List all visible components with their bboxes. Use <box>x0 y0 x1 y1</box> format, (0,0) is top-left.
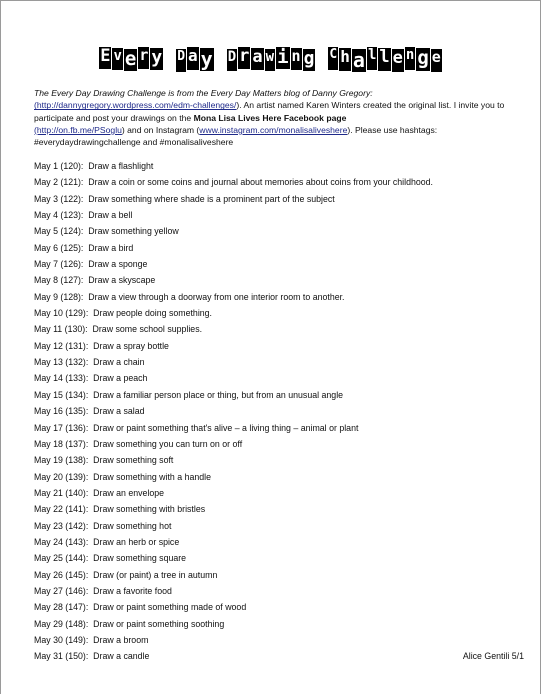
title-letter-tile: C <box>328 47 338 70</box>
item-task: Draw something square <box>93 553 187 564</box>
list-item <box>34 370 524 386</box>
title-letter-tile: D <box>227 49 237 71</box>
item-task: Draw a view through a doorway from one interior room to another. <box>88 291 345 302</box>
list-item <box>34 534 524 550</box>
title-word <box>176 45 215 71</box>
title-letter-tile: l <box>367 47 377 70</box>
item-date: May 20 (139): <box>34 471 89 482</box>
title-letter-tile: l <box>378 48 390 71</box>
item-date: May 19 (138): <box>34 455 89 466</box>
item-date: May 4 (123): <box>34 210 84 221</box>
item-task: Draw something with bristles <box>93 504 206 515</box>
item-task: Draw a coin or some coins and journal about memories about coins from your childhood. <box>88 177 434 188</box>
list-item <box>34 583 524 599</box>
list-item <box>34 599 524 615</box>
list-item <box>34 469 524 485</box>
item-date: May 13 (132): <box>34 357 89 368</box>
item-date: May 24 (143): <box>34 536 89 547</box>
item-date: May 11 (130): <box>34 324 88 335</box>
intro-text-2: ). An artist named Karen Winters created the original list. I invite you to participate and post your drawings on the <box>34 100 505 123</box>
item-task: Draw a spray bottle <box>93 340 169 351</box>
item-task: Draw a salad <box>93 406 145 417</box>
title-letter-tile: i <box>277 46 289 68</box>
item-date: May 28 (147): <box>34 602 89 613</box>
list-item <box>34 403 524 419</box>
instagram-link[interactable]: www.instagram.com/monalisaliveshere <box>199 124 348 135</box>
item-date: May 7 (126): <box>34 259 84 270</box>
list-item <box>34 240 524 256</box>
item-date: May 25 (144): <box>34 553 89 564</box>
title-letter-tile: y <box>200 46 213 71</box>
item-task: Draw something soft <box>93 455 174 466</box>
title-letter-tile: D <box>176 49 186 72</box>
item-date: May 22 (141): <box>34 504 89 515</box>
item-date: May 5 (124): <box>34 226 84 237</box>
list-item <box>34 648 524 664</box>
item-task: Draw a skyscape <box>88 275 156 286</box>
item-task: Draw a bell <box>88 210 133 221</box>
item-date: May 26 (145): <box>34 569 89 580</box>
title-letter-tile: a <box>251 48 263 70</box>
title-letter-tile: E <box>99 47 111 69</box>
title-letter-tile: g <box>417 46 429 69</box>
edm-challenges-link[interactable]: (http://dannygregory.wordpress.com/edm-challenges/ <box>34 100 237 111</box>
item-task: Draw something yellow <box>88 226 179 237</box>
item-date: May 1 (120): <box>34 161 84 171</box>
item-task: Draw or paint something soothing <box>93 618 225 629</box>
facebook-link[interactable]: (http://on.fb.me/PSoglu <box>34 124 122 135</box>
title-letter-tile: r <box>238 47 250 69</box>
list-item <box>34 616 524 632</box>
list-item <box>34 305 524 321</box>
title-letter-tile: n <box>405 47 415 70</box>
item-date: May 2 (121): <box>34 177 84 188</box>
item-date: May 14 (133): <box>34 373 89 384</box>
signature: Alice Gentili 5/1 <box>462 651 524 662</box>
title-word <box>226 48 316 70</box>
item-task: Draw an herb or spice <box>93 536 180 547</box>
title-letter-tile: e <box>124 48 137 70</box>
list-item <box>34 289 524 305</box>
item-date: May 16 (135): <box>34 406 89 417</box>
intro-paragraph <box>34 87 524 148</box>
item-task: Draw a favorite food <box>93 585 172 596</box>
list-item <box>34 420 524 436</box>
item-date: May 31 (150): <box>34 651 89 662</box>
list-item <box>34 550 524 566</box>
item-task: Draw a chain <box>93 357 145 368</box>
title-letter-tile: e <box>392 49 404 72</box>
title-letter-tile: a <box>187 47 199 70</box>
item-task: Draw a bird <box>88 242 134 253</box>
title-letter-tile: y <box>151 47 163 68</box>
list-item <box>34 567 524 583</box>
title-letter-tile: e <box>431 49 442 72</box>
intro-text-4: ). Please use hashtags: #everydaydrawingchallenge and #monalisaliveshere <box>34 124 438 148</box>
list-item <box>34 191 524 207</box>
item-task: Draw something where shade is a prominent part of the subject <box>88 193 335 204</box>
title-letter-tile: v <box>112 48 122 70</box>
item-date: May 6 (125): <box>34 242 84 253</box>
title-letter-tile: a <box>352 47 365 72</box>
title-letter-tile: g <box>303 48 315 69</box>
item-date: May 21 (140): <box>34 487 89 498</box>
facebook-page-name: Mona Lisa Lives Here Facebook page <box>193 112 347 123</box>
page-title <box>1 41 540 77</box>
item-task: Draw a flashlight <box>88 161 154 171</box>
title-word <box>99 48 164 70</box>
list-item <box>34 174 524 190</box>
challenge-list <box>34 158 524 665</box>
list-item <box>34 485 524 501</box>
list-item <box>34 223 524 239</box>
item-task: Draw some school supplies. <box>92 324 203 335</box>
list-item <box>34 387 524 403</box>
list-item <box>34 207 524 223</box>
item-task: Draw something with a handle <box>93 471 212 482</box>
item-date: May 17 (136): <box>34 422 89 433</box>
intro-text-1: The Every Day Drawing Challenge is from the Every Day Matters blog of Danny Gregory: <box>34 88 373 98</box>
list-item <box>34 321 524 337</box>
list-item <box>34 338 524 354</box>
list-item <box>34 272 524 288</box>
list-item <box>34 632 524 648</box>
item-date: May 18 (137): <box>34 438 89 449</box>
item-task: Draw people doing something. <box>93 308 213 319</box>
item-task: Draw a sponge <box>88 259 148 270</box>
item-task: Draw or paint something made of wood <box>93 602 247 613</box>
title-letter-tile: w <box>265 49 275 71</box>
item-task: Draw a broom <box>93 634 149 645</box>
item-date: May 9 (128): <box>34 291 84 302</box>
list-item <box>34 501 524 517</box>
item-task: Draw or paint something that's alive – a living thing – animal or plant <box>93 422 359 433</box>
title-letter-tile: n <box>291 48 302 70</box>
item-date: May 3 (122): <box>34 193 84 204</box>
intro-text-3: ) and on Instagram ( <box>121 124 200 135</box>
item-task: Draw something hot <box>93 520 172 531</box>
list-item <box>34 452 524 468</box>
item-task: Draw a peach <box>93 373 148 384</box>
item-date: May 29 (148): <box>34 618 89 629</box>
item-date: May 15 (134): <box>34 389 89 400</box>
title-word <box>328 48 442 71</box>
list-item <box>34 354 524 370</box>
list-item <box>34 256 524 272</box>
item-task: Draw something you can turn on or off <box>93 438 243 449</box>
item-task: Draw (or paint) a tree in autumn <box>93 569 218 580</box>
item-task: Draw an envelope <box>93 487 165 498</box>
item-task: Draw a familiar person place or thing, but from an unusual angle <box>93 389 344 400</box>
title-letter-tile: h <box>339 48 351 71</box>
list-item <box>34 518 524 534</box>
list-item <box>34 436 524 452</box>
item-date: May 27 (146): <box>34 585 89 596</box>
title-letter-tile: r <box>138 47 149 69</box>
item-date: May 12 (131): <box>34 340 89 351</box>
item-date: May 30 (149): <box>34 634 89 645</box>
item-date: May 8 (127): <box>34 275 84 286</box>
item-date: May 10 (129): <box>34 308 89 319</box>
list-item <box>34 158 524 174</box>
item-task: Draw a candle <box>93 651 150 662</box>
item-date: May 23 (142): <box>34 520 89 531</box>
